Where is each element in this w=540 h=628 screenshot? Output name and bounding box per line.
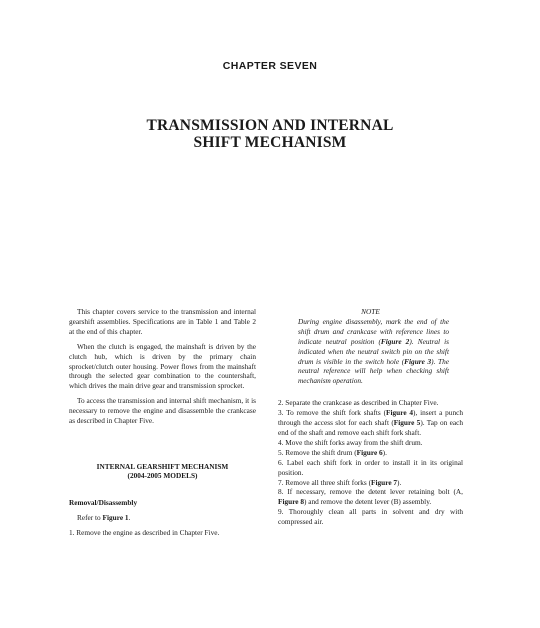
note-text: During engine disassembly, mark the end of the shift drum and crankcase with reference lines to indicate neutral position (Figure 2). Neutral is indicated when the neutral switch pin on the shift drum is visible in the switch hole (Figure 3). The neutral reference will help when checking shift mechanism operation. [298, 316, 449, 386]
chapter-title [0, 117, 540, 151]
step-5: 5. Remove the shift drum (Figure 6). [278, 447, 387, 457]
intro-paragraph-1: This chapter covers service to the transmission and internal gearshift assemblies. Specifications are in Table 1 and Table 2 at the end of this chapter. [69, 307, 256, 336]
section-heading-line-1: INTERNAL GEARSHIFT MECHANISM [96, 461, 229, 471]
step-8: 8. If necessary, remove the detent lever retaining bolt (A, Figure 8) and remove the detent lever (B) assembly. [278, 487, 463, 507]
figure-ref: Figure 4 [386, 408, 414, 418]
step-3: 3. To remove the shift fork shafts (Figure 4), insert a punch through the access slot for each shaft (Figure 5). Tap on each end of the shaft and remove each shift fork shaft. [278, 408, 463, 437]
step-6: 6. Label each shift fork in order to install it in its original position. [278, 457, 463, 477]
section-heading [69, 462, 256, 481]
left-column [69, 307, 256, 538]
chapter-title-line-1: TRANSMISSION AND INTERNAL [146, 117, 394, 134]
figure-ref: Figure 3 [404, 356, 432, 366]
intro-paragraph-3: To access the transmission and internal shift mechanism, it is necessary to remove the engine and disassemble the crankcase as described in Chapter Five. [69, 396, 256, 426]
refer-line: Refer to Figure 1. [77, 512, 131, 522]
step-1: 1. Remove the engine as described in Chapter Five. [69, 527, 220, 537]
figure-ref: Figure 7 [371, 477, 398, 487]
right-column [278, 307, 463, 527]
section-heading-line-2: (2004-2005 MODELS) [127, 471, 198, 481]
subsection-heading: Removal/Disassembly [69, 497, 138, 507]
step-9: 9. Thoroughly clean all parts in solvent and dry with compressed air. [278, 507, 463, 527]
figure-ref: Figure 6 [356, 447, 383, 457]
step-7: 7. Remove all three shift forks (Figure 7). [278, 477, 402, 487]
note-title: NOTE [361, 307, 380, 316]
step-2: 2. Separate the crankcase as described in Chapter Five. [278, 398, 439, 408]
figure-ref: Figure 5 [393, 418, 421, 428]
chapter-label: CHAPTER SEVEN [222, 60, 318, 72]
step-4: 4. Move the shift forks away from the shift drum. [278, 437, 423, 447]
chapter-title-line-2: SHIFT MECHANISM [193, 134, 347, 151]
figure-ref: Figure 2 [380, 336, 410, 346]
intro-paragraph-2: When the clutch is engaged, the mainshaft is driven by the clutch hub, which is driven by the primary chain sprocket/clutch outer housing. Power flows from the mainshaft through the selected gear combination to the countershaft, which drives the main drive gear and transmission sprocket. [69, 341, 256, 391]
figure-ref: Figure 1 [102, 512, 129, 522]
figure-ref: Figure 8 [278, 497, 305, 507]
